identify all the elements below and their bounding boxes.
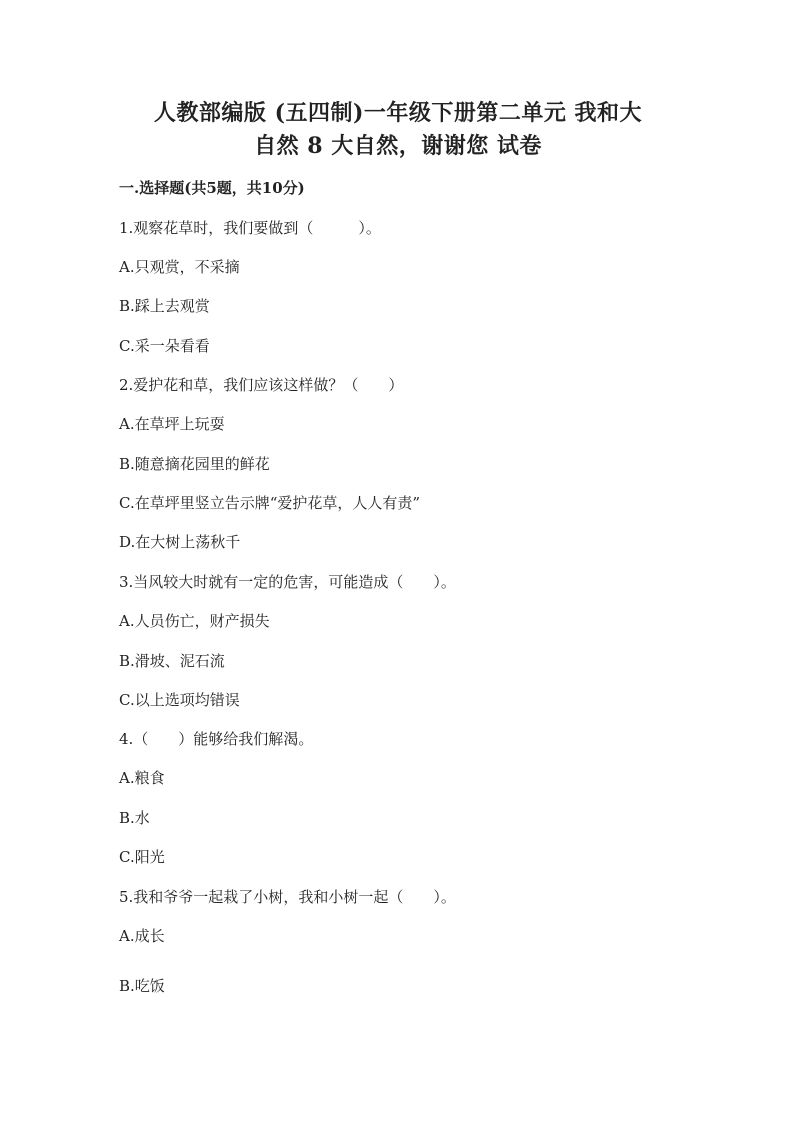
question-3-option-b: B.滑坡、泥石流 <box>119 652 225 670</box>
question-5-stem: 5.我和爷爷一起栽了小树，我和小树一起（ ）。 <box>119 888 456 906</box>
question-3-option-a: A.人员伤亡，财产损失 <box>119 612 270 630</box>
question-2-option-a: A.在草坪上玩耍 <box>119 415 225 433</box>
section-heading: 一.选择题(共5题，共10分) <box>119 179 305 197</box>
question-1-option-c: C.采一朵看看 <box>119 337 210 355</box>
question-3-option-c: C.以上选项均错误 <box>119 691 240 709</box>
question-5-option-b: B.吃饭 <box>119 977 165 995</box>
question-4-option-a: A.粮食 <box>119 769 165 787</box>
exam-title-line-1: 人教部编版 (五四制)一年级下册第二单元 我和大 <box>153 100 643 126</box>
question-1-option-a: A.只观赏，不采摘 <box>119 258 240 276</box>
question-1-stem: 1.观察花草时，我们要做到（ ）。 <box>119 219 381 237</box>
question-4-option-c: C.阳光 <box>119 848 165 866</box>
question-2-stem: 2.爱护花和草，我们应该这样做？（ ） <box>119 376 404 394</box>
exam-title-line-2: 自然 8 大自然，谢谢您 试卷 <box>254 133 542 159</box>
question-4-stem: 4.（ ）能够给我们解渴。 <box>119 730 314 748</box>
question-5-option-a: A.成长 <box>119 927 165 945</box>
question-2-option-b: B.随意摘花园里的鲜花 <box>119 455 270 473</box>
question-2-option-c: C.在草坪里竖立告示牌“爱护花草，人人有责” <box>119 494 421 512</box>
question-2-option-d: D.在大树上荡秋千 <box>119 533 241 551</box>
question-4-option-b: B.水 <box>119 809 150 827</box>
question-1-option-b: B.踩上去观赏 <box>119 297 210 315</box>
question-3-stem: 3.当风较大时就有一定的危害，可能造成（ ）。 <box>119 573 456 591</box>
